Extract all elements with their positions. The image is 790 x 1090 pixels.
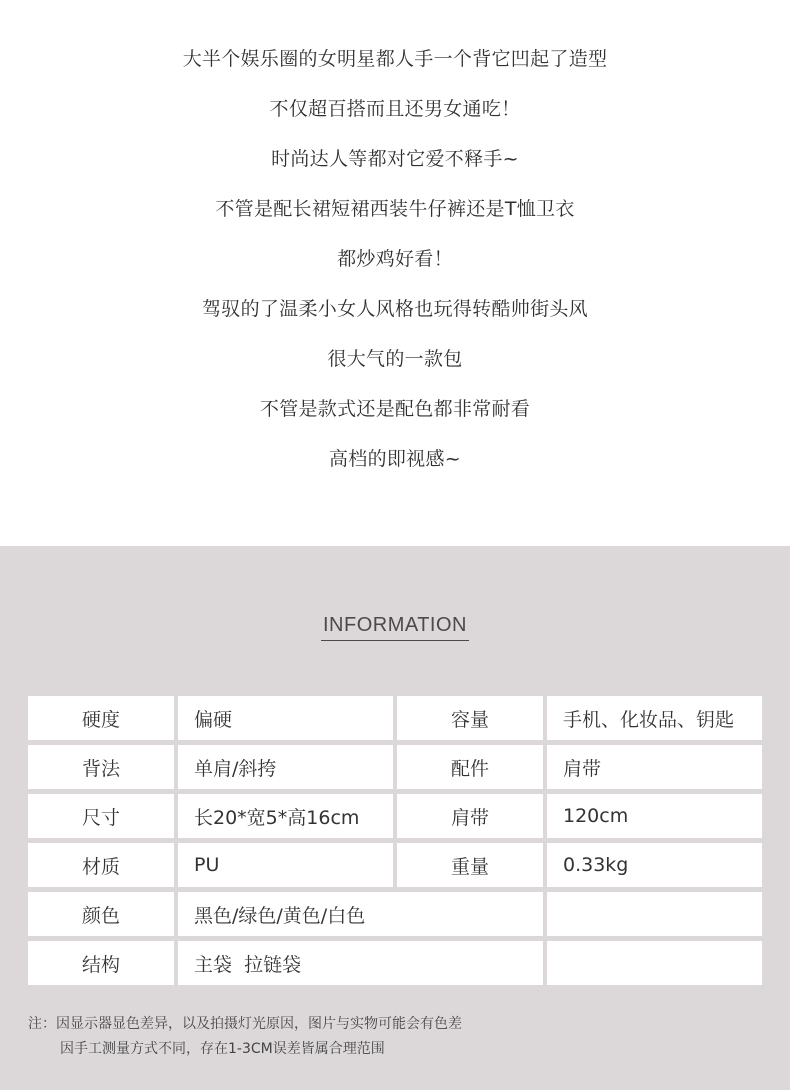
spec-label-strap: 肩带 — [397, 794, 543, 838]
notes — [28, 1012, 462, 1062]
note-line: 因手工测量方式不同，存在1-3CM误差皆属合理范围 — [60, 1041, 385, 1057]
spec-label-material: 材质 — [28, 843, 174, 887]
spec-label-accessories: 配件 — [397, 745, 543, 789]
spec-value-carry-style: 单肩/斜挎 — [178, 745, 393, 789]
spec-value-hardness: 偏硬 — [178, 696, 393, 740]
spec-label-carry-style: 背法 — [28, 745, 174, 789]
description-line: 驾驭的了温柔小女人风格也玩得转酷帅街头风 — [201, 298, 588, 320]
description-line: 高档的即视感~ — [328, 448, 462, 470]
spec-value-capacity: 手机、化妆品、钥匙 — [547, 696, 762, 740]
description-line: 很大气的一款包 — [327, 348, 463, 370]
spec-label-hardness: 硬度 — [28, 696, 174, 740]
spec-value-accessories: 肩带 — [547, 745, 762, 789]
description-line: 时尚达人等都对它爱不释手~ — [271, 148, 519, 170]
description-line: 都炒鸡好看！ — [337, 248, 453, 270]
spec-empty-cell — [547, 892, 762, 936]
description-line: 不管是配长裙短裙西装牛仔裤还是T恤卫衣 — [215, 198, 575, 220]
spec-value-color: 黑色/绿色/黄色/白色 — [178, 892, 543, 936]
description-line: 大半个娱乐圈的女明星都人手一个背它凹起了造型 — [182, 48, 608, 70]
spec-label-structure: 结构 — [28, 941, 174, 985]
spec-value-material: PU — [178, 843, 393, 887]
spec-table — [28, 696, 762, 986]
information-heading: INFORMATION — [321, 614, 469, 641]
description-line: 不管是款式还是配色都非常耐看 — [259, 398, 531, 420]
spec-value-weight: 0.33kg — [547, 843, 762, 887]
spec-label-size: 尺寸 — [28, 794, 174, 838]
spec-value-structure: 主袋 拉链袋 — [178, 941, 543, 985]
information-section — [0, 546, 790, 1090]
spec-label-weight: 重量 — [397, 843, 543, 887]
spec-value-size: 长20*宽5*高16cm — [178, 794, 393, 838]
spec-label-capacity: 容量 — [397, 696, 543, 740]
spec-label-color: 颜色 — [28, 892, 174, 936]
spec-value-strap: 120cm — [547, 794, 762, 838]
information-heading-wrap — [0, 614, 790, 641]
note-line: 注：因显示器显色差异，以及拍摄灯光原因，图片与实物可能会有色差 — [28, 1016, 462, 1032]
description-line: 不仅超百搭而且还男女通吃！ — [269, 98, 521, 120]
spec-empty-cell — [547, 941, 762, 985]
